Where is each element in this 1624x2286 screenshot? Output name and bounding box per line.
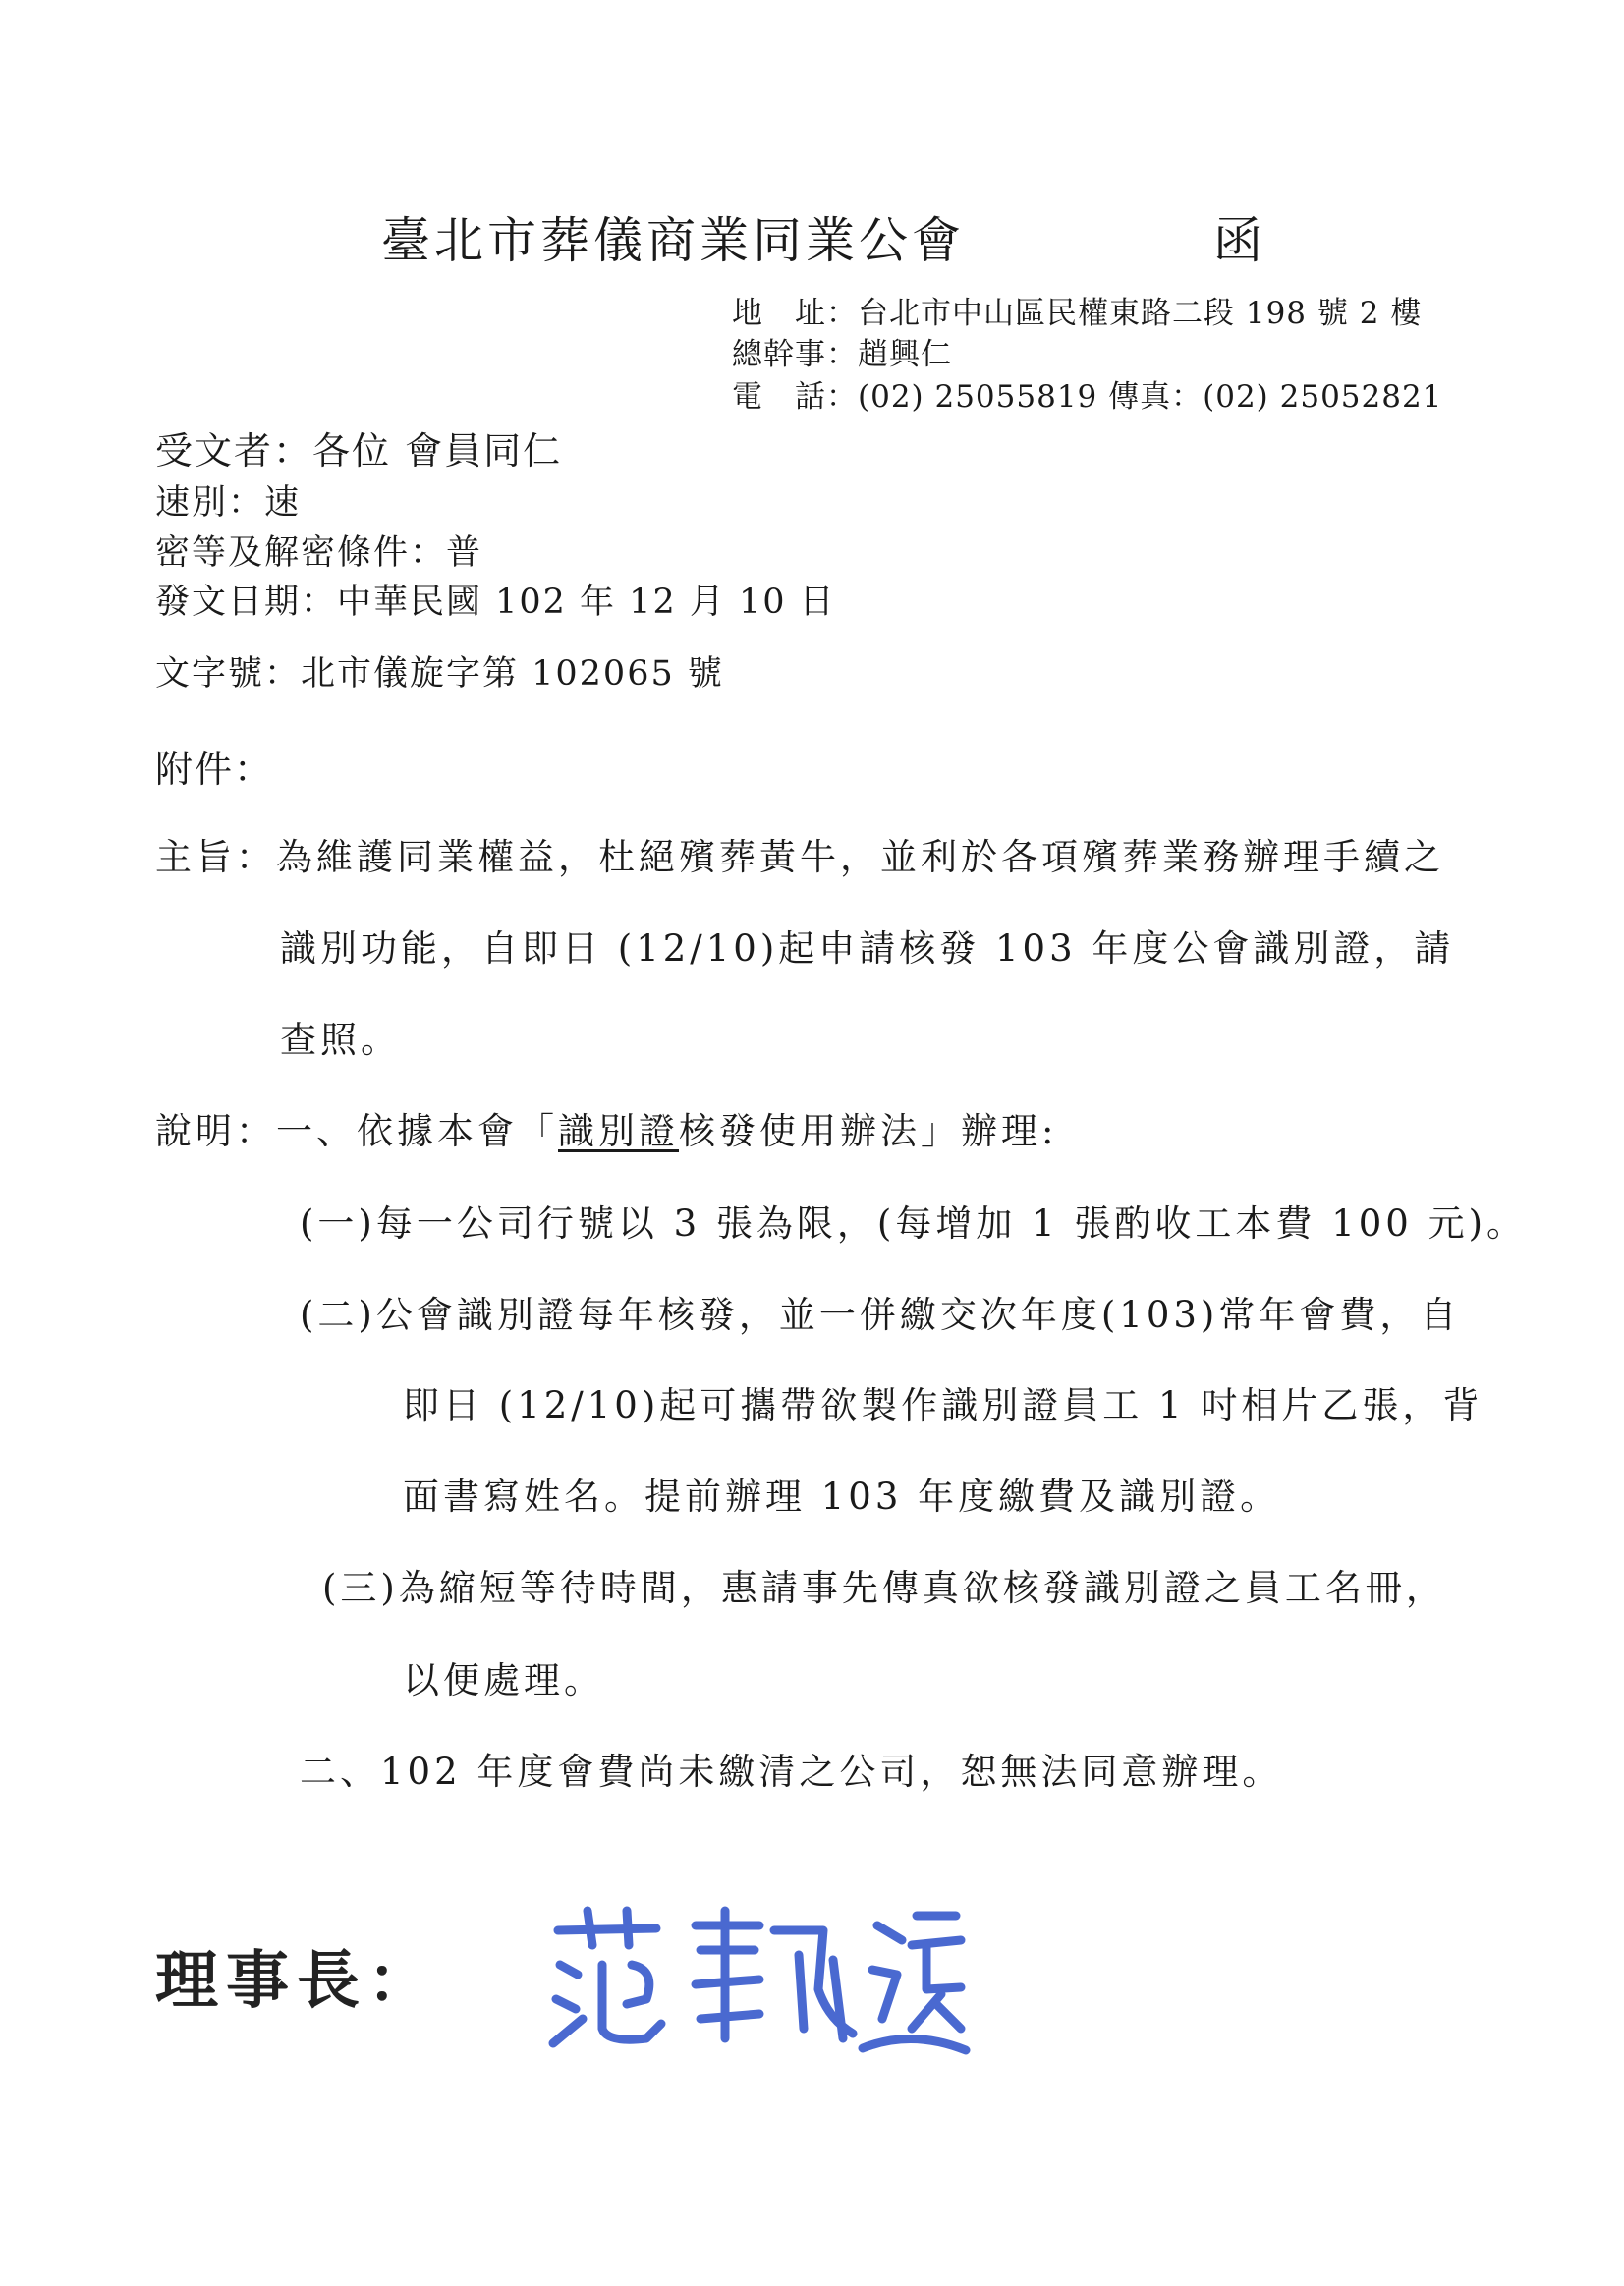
address-label: 地 址： xyxy=(732,296,858,331)
speed: 速別：速 xyxy=(155,483,302,523)
explanation-intro xyxy=(155,1101,1057,1154)
chairman-label: 理事長： xyxy=(155,1945,438,2018)
phone-label: 電 話： xyxy=(732,379,858,415)
address-line xyxy=(732,288,1422,332)
address-value: 台北市中山區民權東路二段 198 號 2 樓 xyxy=(858,296,1423,331)
explanation-point-2: 二、102 年度會費尚未繳清之公司，恕無法同意辦理。 xyxy=(300,1751,1283,1793)
phone-line xyxy=(732,371,1442,416)
secretary-value: 趙興仁 xyxy=(858,337,952,372)
subject-line-2: 識別功能，自即日 (12/10)起申請核發 103 年度公會識別證，請 xyxy=(280,927,1455,970)
chairman-signature-name: 范凱旋 xyxy=(538,1901,541,1902)
explanation-item-2-line-1: (二)公會識別證每年核發，並一併繳交次年度(103)常年會費，自 xyxy=(300,1294,1461,1336)
explanation-intro-suffix: 核發使用辦法」辦理: xyxy=(679,1110,1058,1152)
subject-line-1: 主旨：為維護同業權益，杜絕殯葬黃牛，並利於各項殯葬業務辦理手續之 xyxy=(155,836,1444,878)
subject-line-3: 查照。 xyxy=(280,1019,401,1061)
explanation-intro-prefix: 說明：一、依據本會「 xyxy=(155,1110,558,1152)
issue-date: 發文日期：中華民國 102 年 12 月 10 日 xyxy=(155,583,836,622)
recipient: 受文者：各位 會員同仁 xyxy=(155,429,563,473)
explanation-item-2-line-3: 面書寫姓名。提前辦理 103 年度繳費及識別證。 xyxy=(403,1476,1281,1518)
organization-title: 臺北市葬儀商業同業公會 xyxy=(381,212,965,269)
phone-value: (02) 25055819 傳真：(02) 25052821 xyxy=(858,379,1443,415)
explanation-intro-underlined: 識別證 xyxy=(558,1110,679,1152)
explanation-item-3-line-2: 以便處理。 xyxy=(403,1659,604,1701)
explanation-item-3-line-1: (三)為縮短等待時間，惠請事先傳真欲核發識別證之員工名冊， xyxy=(322,1567,1446,1609)
document-number: 文字號：北市儀旋字第 102065 號 xyxy=(155,654,724,694)
explanation-item-2-line-2: 即日 (12/10)起可攜帶欲製作識別證員工 1 吋相片乙張，背 xyxy=(403,1384,1484,1426)
attachment: 附件： xyxy=(155,748,274,791)
explanation-item-1: (一)每一公司行號以 3 張為限，(每增加 1 張酌收工本費 100 元)。 xyxy=(300,1202,1528,1245)
letter-type: 函 xyxy=(1213,212,1262,269)
secretary-label: 總幹事： xyxy=(732,337,858,372)
secretary-line xyxy=(732,329,952,373)
secrecy: 密等及解密條件：普 xyxy=(155,533,483,573)
chairman-signature xyxy=(538,1901,971,2058)
